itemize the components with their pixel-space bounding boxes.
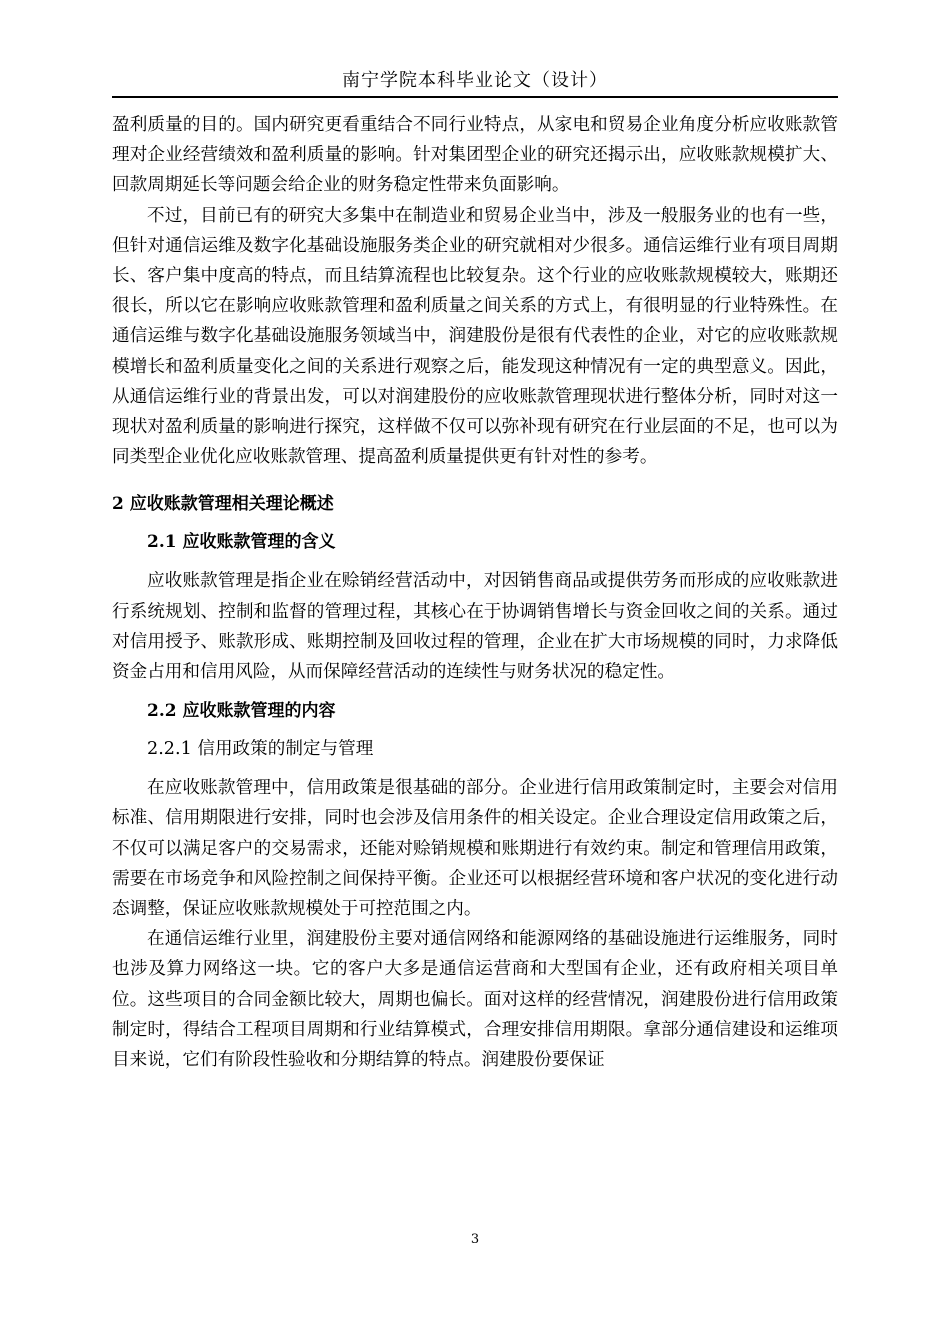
paragraph: 盈利质量的目的。国内研究更看重结合不同行业特点，从家电和贸易企业角度分析应收账款管理对企业经营绩效和盈利质量的影响。针对集团型企业的研究还揭示出，应收账款规模扩大、回款周期延长等问题会给企业的财务稳定性带来负面影响。 [112,115,838,196]
header-divider [112,96,838,98]
page-header-title: 南宁学院本科毕业论文（设计） [342,70,608,91]
paragraph: 应收账款管理是指企业在赊销经营活动中，对因销售商品或提供劳务而形成的应收账款进行系统规划、控制和监督的管理过程，其核心在于协调销售增长与资金回收之间的关系。通过对信用授予、账款形成、账期控制及回收过程的管理，企业在扩大市场规模的同时，力求降低资金占用和信用风险，从而保障经营活动的连续性与财务状况的稳定性。 [112,571,838,683]
page-body [112,110,838,1075]
paragraph: 在通信运维行业里，润建股份主要对通信网络和能源网络的基础设施进行运维服务，同时也涉及算力网络这一块。它的客户大多是通信运营商和大型国有企业，还有政府相关项目单位。这些项目的合同金额比较大，周期也偏长。面对这样的经营情况，润建股份进行信用政策制定时，得结合工程项目周期和行业结算模式，合理安排信用期限。拿部分通信建设和运维项目来说，它们有阶段性验收和分期结算的特点。润建股份要保证 [112,929,838,1071]
subsubsection-heading: 2.2.1 信用政策的制定与管理 [147,739,374,760]
subsection-heading: 2.2 应收账款管理的内容 [147,701,336,722]
subsection-heading: 2.1 应收账款管理的含义 [147,532,336,553]
section-heading: 2 应收账款管理相关理论概述 [112,494,334,515]
page-number: 3 [470,1232,480,1247]
paragraph: 不过，目前已有的研究大多集中在制造业和贸易企业当中，涉及一般服务业的也有一些，但针对通信运维及数字化基础设施服务类企业的研究就相对少很多。通信运维行业有项目周期长、客户集中度高的特点，而且结算流程也比较复杂。这个行业的应收账款规模较大，账期还很长，所以它在影响应收账款管理和盈利质量之间关系的方式上，有很明显的行业特殊性。在通信运维与数字化基础设施服务领域当中，润建股份是很有代表性的企业，对它的应收账款规模增长和盈利质量变化之间的关系进行观察之后，能发现这种情况有一定的典型意义。因此，从通信运维行业的背景出发，可以对润建股份的应收账款管理现状进行整体分析，同时对这一现状对盈利质量的影响进行探究，这样做不仅可以弥补现有研究在行业层面的不足，也可以为同类型企业优化应收账款管理、提高盈利质量提供更有针对性的参考。 [112,205,838,468]
paragraph: 在应收账款管理中，信用政策是很基础的部分。企业进行信用政策制定时，主要会对信用标准、信用期限进行安排，同时也会涉及信用条件的相关设定。企业合理设定信用政策之后，不仅可以满足客户的交易需求，还能对赊销规模和账期进行有效约束。制定和管理信用政策，需要在市场竞争和风险控制之间保持平衡。企业还可以根据经营环境和客户状况的变化进行动态调整，保证应收账款规模处于可控范围之内。 [112,778,838,920]
